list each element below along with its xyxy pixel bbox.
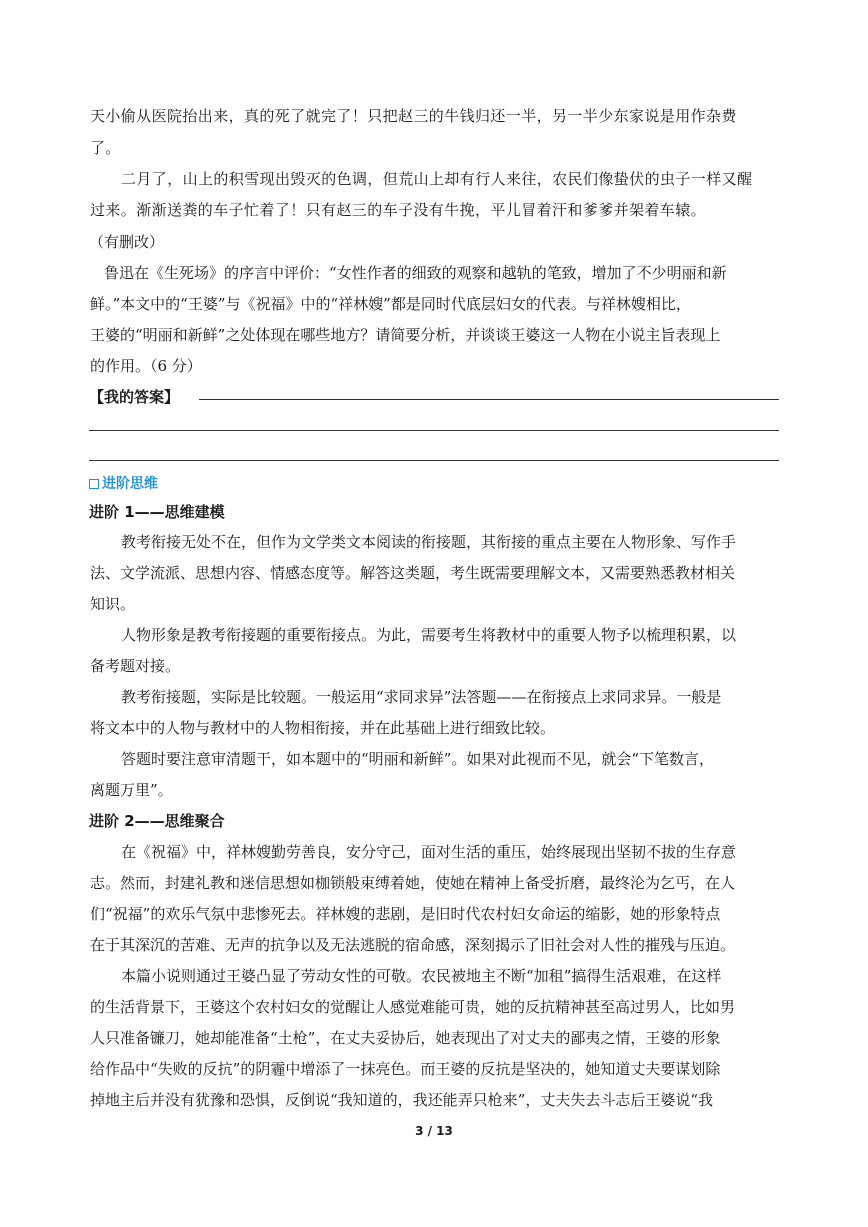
question-line: 王婆的“明丽和新鲜”之处体现在哪些地方？请简要分析，并谈谈王婆这一人物在小说主旨表现上 xyxy=(90,326,721,344)
paragraph-line: 掉地主后并没有犹豫和恐惧，反倒说“我知道的，我还能弄只枪来”，丈夫失去斗志后王婆说“我 xyxy=(90,1091,714,1109)
section-heading xyxy=(89,474,158,494)
story-line: 天小偷从医院抬出来，真的死了就完了！只把赵三的牛钱归还一半，另一半少东家说是用作杂费 xyxy=(90,107,737,125)
section-heading-text: 进阶思维 xyxy=(102,476,158,492)
paragraph-line: 人物形象是教考衔接题的重要衔接点。为此，需要考生将教材中的重要人物予以梳理积累，以 xyxy=(121,626,737,644)
story-line: 了。 xyxy=(90,139,121,157)
paragraph-line: 将文本中的人物与教材中的人物相衔接，并在此基础上进行细致比较。 xyxy=(90,719,556,737)
paragraph-line: 在于其深沉的苦难、无声的抗争以及无法逃脱的宿命感，深刻揭示了旧社会对人性的摧残与压迫。 xyxy=(90,936,736,954)
step2-title: 进阶 2——思维聚合 xyxy=(89,812,225,830)
question-line: 的作用。（6 分） xyxy=(90,357,202,375)
paragraph-line: 备考题对接。 xyxy=(90,657,181,675)
answer-label: 【我的答案】 xyxy=(89,388,180,406)
answer-line-2[interactable] xyxy=(89,430,779,431)
story-line: 二月了，山上的积雪现出毁灭的色调，但荒山上却有行人来往，农民们像蛰伏的虫子一样又醒 xyxy=(121,170,753,188)
paragraph-line: 给作品中“失败的反抗”的阴霾中增添了一抹亮色。而王婆的反抗是坚决的，她知道丈夫要谋划除 xyxy=(90,1060,721,1078)
paragraph-line: 志。然而，封建礼教和迷信思想如枷锁般束缚着她，使她在精神上备受折磨，最终沦为乞丐，在人 xyxy=(90,874,736,892)
step1-title: 进阶 1——思维建模 xyxy=(89,503,225,521)
source-note: （有删改） xyxy=(89,233,165,251)
question-line: 鲁迅在《生死场》的序言中评价：“女性作者的细致的观察和越轨的笔致，增加了不少明丽和新 xyxy=(104,264,727,282)
answer-line-1[interactable] xyxy=(199,399,779,400)
page-number: 3 / 13 xyxy=(415,1124,453,1138)
paragraph-line: 教考衔接题，实际是比较题。一般运用“求同求异”法答题——在衔接点上求同求异。一般是 xyxy=(121,688,722,706)
answer-line-3[interactable] xyxy=(89,460,779,461)
paragraph-line: 的生活背景下，王婆这个农村妇女的觉醒让人感觉难能可贵，她的反抗精神甚至高过男人，比如男 xyxy=(90,998,736,1016)
square-icon xyxy=(89,479,99,489)
paragraph-line: 人只准备镰刀，她却能准备“土枪”，在丈夫妥协后，她表现出了对丈夫的鄙夷之情，王婆的形象 xyxy=(90,1029,721,1047)
paragraph-line: 在《祝福》中，祥林嫂勤劳善良，安分守己，面对生活的重压，始终展现出坚韧不拔的生存意 xyxy=(121,843,737,861)
paragraph-line: 答题时要注意审清题干，如本题中的“明丽和新鲜”。如果对此视而不见，就会“下笔数言， xyxy=(121,750,715,768)
paragraph-line: 教考衔接无处不在，但作为文学类文本阅读的衔接题，其衔接的重点主要在人物形象、写作手 xyxy=(121,533,737,551)
paragraph-line: 离题万里”。 xyxy=(90,781,173,799)
paragraph-line: 本篇小说则通过王婆凸显了劳动女性的可敬。农民被地主不断“加租”搞得生活艰难，在这样 xyxy=(121,967,722,985)
paragraph-line: 们“祝福”的欢乐气氛中悲惨死去。祥林嫂的悲剧，是旧时代农村妇女命运的缩影，她的形象特点 xyxy=(90,905,721,923)
paragraph-line: 法、文学流派、思想内容、情感态度等。解答这类题，考生既需要理解文本，又需要熟悉教材相关 xyxy=(90,564,736,582)
question-line: 鲜。”本文中的“王婆”与《祝福》中的“祥林嫂”都是同时代底层妇女的代表。与祥林嫂相比， xyxy=(90,295,691,313)
story-line: 过来。渐渐送粪的车子忙着了！只有赵三的车子没有牛挽，平儿冒着汗和爹爹并架着车辕。 xyxy=(90,201,707,219)
paragraph-line: 知识。 xyxy=(90,595,136,613)
